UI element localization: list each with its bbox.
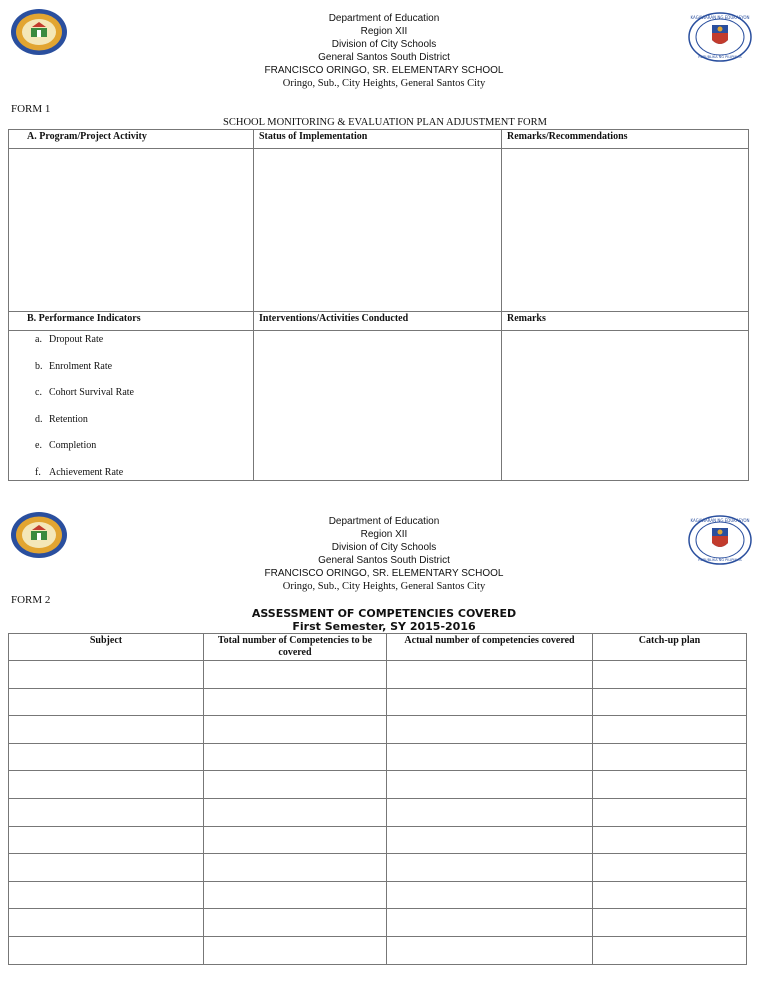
form2-cell-subject[interactable]	[9, 854, 204, 882]
form1-header-interventions: Interventions/Activities Conducted	[254, 312, 502, 331]
form2-header-actual-competencies: Actual number of competencies covered	[387, 634, 593, 661]
indicator-text: Completion	[49, 440, 97, 451]
indicator-letter: a.	[35, 334, 42, 345]
form2-cell-total[interactable]	[204, 798, 387, 826]
header-region: Region XII	[360, 529, 408, 540]
indicator-item	[35, 360, 253, 387]
school-seal-logo	[10, 511, 68, 559]
form2-label: FORM 2	[11, 594, 51, 606]
header-district: General Santos South District	[318, 52, 450, 63]
form1-label: FORM 1	[11, 103, 51, 115]
header-block-2	[184, 515, 584, 593]
indicator-item	[35, 386, 253, 413]
form2-cell-catch-up[interactable]	[593, 661, 747, 689]
indicator-letter: b.	[35, 360, 43, 372]
form2-cell-catch-up[interactable]	[593, 716, 747, 744]
form2-cell-total[interactable]	[204, 688, 387, 716]
form2-cell-subject[interactable]	[9, 688, 204, 716]
indicator-letter: d.	[35, 413, 43, 425]
header-block-1	[184, 12, 584, 90]
header-division: Division of City Schools	[331, 39, 437, 50]
header-division: Division of City Schools	[331, 542, 437, 553]
header-department: Department of Education	[328, 13, 440, 24]
form2-cell-catch-up[interactable]	[593, 909, 747, 937]
form2-cell-subject[interactable]	[9, 826, 204, 854]
form2-header-subject: Subject	[9, 634, 204, 661]
form2-cell-total[interactable]	[204, 826, 387, 854]
indicator-item	[35, 466, 253, 480]
indicator-text: Retention	[49, 413, 88, 425]
form2-cell-actual[interactable]	[387, 881, 593, 909]
form2-cell-catch-up[interactable]	[593, 826, 747, 854]
form2-cell-actual[interactable]	[387, 909, 593, 937]
form2-cell-actual[interactable]	[387, 854, 593, 882]
form2-cell-actual[interactable]	[387, 716, 593, 744]
table-row	[9, 854, 747, 882]
form2-cell-total[interactable]	[204, 716, 387, 744]
table-row	[9, 688, 747, 716]
form2-cell-catch-up[interactable]	[593, 743, 747, 771]
form2-cell-actual[interactable]	[387, 826, 593, 854]
form1-title: SCHOOL MONITORING & EVALUATION PLAN ADJUSTMENT FORM	[223, 117, 547, 128]
form2-cell-subject[interactable]	[9, 798, 204, 826]
indicator-text: Enrolment Rate	[49, 360, 113, 372]
indicator-text: Achievement Rate	[49, 466, 124, 478]
form1-header-remarks: Remarks	[502, 312, 749, 331]
indicator-text: Cohort Survival Rate	[49, 387, 134, 398]
form1-header-status: Status of Implementation	[254, 130, 502, 149]
indicator-item	[35, 439, 253, 466]
form2-cell-total[interactable]	[204, 854, 387, 882]
form2-cell-actual[interactable]	[387, 798, 593, 826]
form1-header-program: A. Program/Project Activity	[9, 130, 254, 149]
table-row	[9, 909, 747, 937]
indicator-text: Dropout Rate	[49, 334, 104, 345]
table-row	[9, 743, 747, 771]
form2-cell-catch-up[interactable]	[593, 881, 747, 909]
form2-cell-actual[interactable]	[387, 743, 593, 771]
table-row	[9, 661, 747, 689]
form1-status-cell[interactable]	[254, 149, 502, 312]
header-address: Oringo, Sub., City Heights, General Santos City	[282, 78, 486, 89]
deped-seal-logo	[688, 12, 752, 62]
indicator-item	[35, 333, 253, 360]
indicator-letter: f.	[35, 466, 41, 478]
deped-seal-top-text: KAGAWARAN NG EDUKASYON	[690, 15, 750, 20]
deped-seal-logo	[688, 515, 752, 565]
form2-header-total-competencies: Total number of Competencies to be covered	[204, 634, 387, 661]
deped-seal-top-text: KAGAWARAN NG EDUKASYON	[690, 518, 750, 523]
form1-indicators-cell	[9, 331, 254, 481]
deped-seal-bottom-text: REPUBLIKA NG PILIPINAS	[698, 55, 742, 59]
indicator-item	[35, 413, 253, 440]
header-address: Oringo, Sub., City Heights, General Santos City	[282, 581, 486, 592]
header-school: FRANCISCO ORINGO, SR. ELEMENTARY SCHOOL	[264, 65, 504, 76]
form2-cell-subject[interactable]	[9, 936, 204, 964]
form1-header-performance-indicators: B. Performance Indicators	[9, 312, 254, 331]
form1-interventions-cell[interactable]	[254, 331, 502, 481]
form2-cell-catch-up[interactable]	[593, 688, 747, 716]
form1-header-remarks-recommendations: Remarks/Recommendations	[502, 130, 749, 149]
table-row	[9, 826, 747, 854]
form2-cell-total[interactable]	[204, 909, 387, 937]
school-seal-logo	[10, 8, 68, 56]
header-region: Region XII	[360, 26, 408, 37]
form2-cell-total[interactable]	[204, 936, 387, 964]
form2-subtitle: First Semester, SY 2015-2016	[292, 620, 476, 633]
table-row	[9, 881, 747, 909]
form2-cell-catch-up[interactable]	[593, 936, 747, 964]
form1-remarks-b-cell[interactable]	[502, 331, 749, 481]
form2-cell-total[interactable]	[204, 661, 387, 689]
indicator-letter: c.	[35, 387, 42, 398]
table-row	[9, 716, 747, 744]
form2-table	[8, 633, 747, 965]
form2-cell-catch-up[interactable]	[593, 771, 747, 799]
form2-cell-subject[interactable]	[9, 716, 204, 744]
table-row	[9, 771, 747, 799]
form2-title: ASSESSMENT OF COMPETENCIES COVERED	[251, 607, 517, 620]
form2-cell-actual[interactable]	[387, 661, 593, 689]
form2-cell-subject[interactable]	[9, 771, 204, 799]
table-row	[9, 798, 747, 826]
form2-cell-subject[interactable]	[9, 909, 204, 937]
form2-cell-total[interactable]	[204, 881, 387, 909]
form2-cell-subject[interactable]	[9, 743, 204, 771]
form2-cell-catch-up[interactable]	[593, 798, 747, 826]
form1-program-cell[interactable]	[9, 149, 254, 312]
form2-cell-actual[interactable]	[387, 936, 593, 964]
header-district: General Santos South District	[318, 555, 450, 566]
form2-header-catch-up-plan: Catch-up plan	[593, 634, 747, 661]
form2-cell-total[interactable]	[204, 771, 387, 799]
form2-cell-subject[interactable]	[9, 881, 204, 909]
form2-cell-catch-up[interactable]	[593, 854, 747, 882]
form2-cell-subject[interactable]	[9, 661, 204, 689]
form2-cell-actual[interactable]	[387, 688, 593, 716]
form1-remarks-cell[interactable]	[502, 149, 749, 312]
indicator-list	[9, 333, 253, 480]
header-department: Department of Education	[328, 516, 440, 527]
indicator-letter: e.	[35, 440, 42, 451]
header-school: FRANCISCO ORINGO, SR. ELEMENTARY SCHOOL	[264, 568, 504, 579]
form2-cell-actual[interactable]	[387, 771, 593, 799]
form2-cell-total[interactable]	[204, 743, 387, 771]
deped-seal-bottom-text: REPUBLIKA NG PILIPINAS	[698, 558, 742, 562]
form1-table	[8, 129, 749, 481]
table-row	[9, 936, 747, 964]
